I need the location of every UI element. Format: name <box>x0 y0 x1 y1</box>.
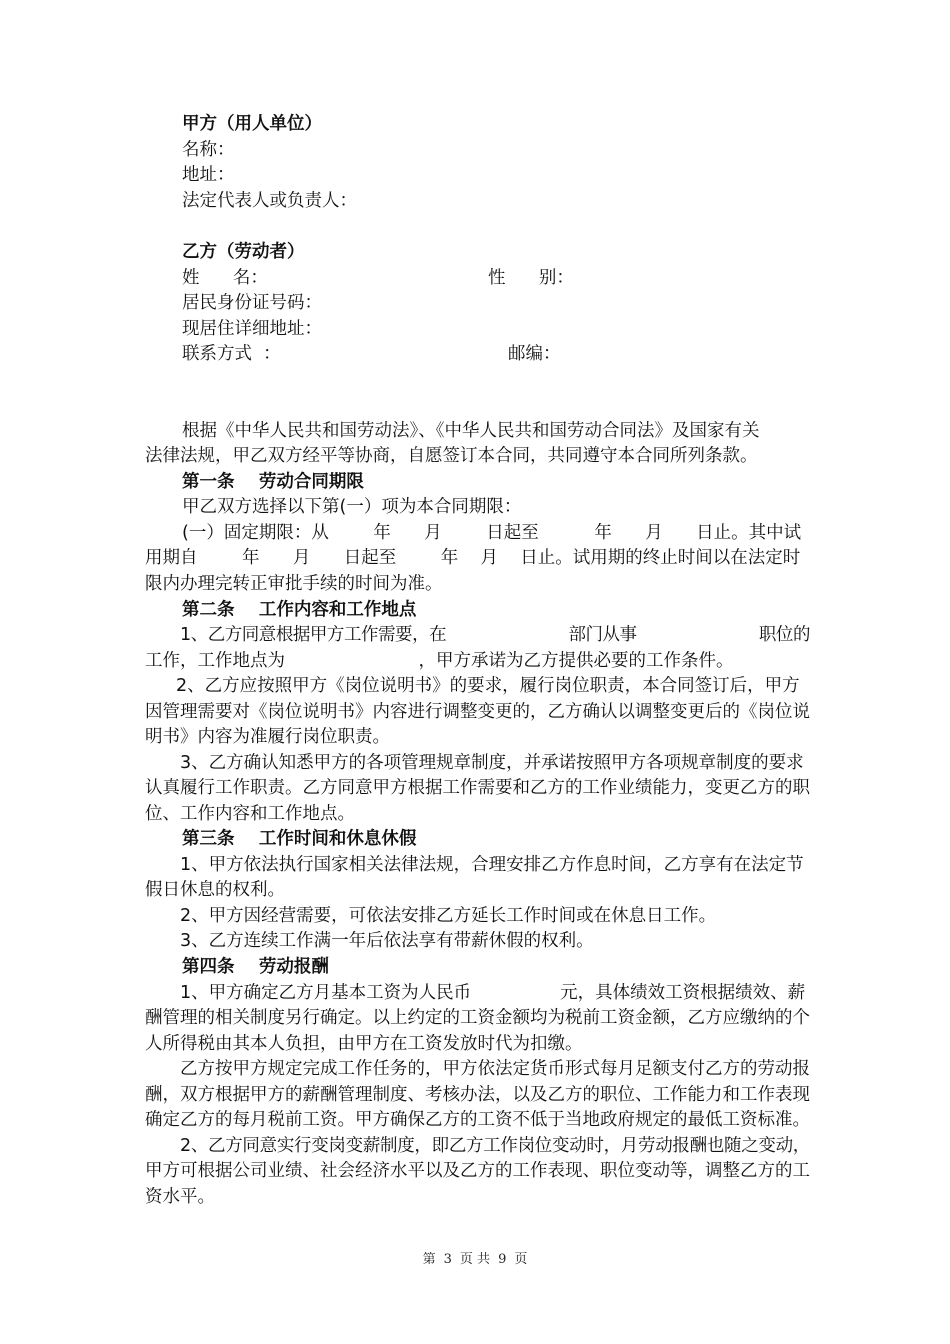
article-2-line: 认真履行工作职责。乙方同意甲方根据工作需要和乙方的工作业绩能力，变更乙方的职 <box>145 778 810 798</box>
article-4-line: 乙方按甲方规定完成工作任务的，甲方依法定货币形式每月足额支付乙方的劳动报 <box>180 1059 810 1079</box>
article-3-title: 第三条 工作时间和休息休假 <box>182 829 417 849</box>
article-4-line: 确定乙方的每月税前工资。甲方确保乙方的工资不低于当地政府规定的最低工资标准。 <box>145 1110 810 1130</box>
party-b-id-label: 居民身份证号码： <box>182 293 322 313</box>
article-4-line: 2、乙方同意实行变岗变薪制度，即乙方工作岗位变动时，月劳动报酬也随之变动， <box>180 1136 810 1156</box>
intro-line-1: 根据《中华人民共和国劳动法》、《中华人民共和国劳动合同法》及国家有关 <box>182 421 760 441</box>
total-pages: 9 <box>498 1252 507 1267</box>
article-2-line: 3、乙方确认知悉甲方的各项管理规章制度，并承诺按照甲方各项规章制度的要求 <box>180 753 804 773</box>
page-mid: 页 共 <box>459 1252 491 1267</box>
article-4-line: 酬管理的相关制度另行确定。以上约定的工资金额均为税前工资金额，乙方应缴纳的个 <box>145 1008 810 1028</box>
party-a-rep-label: 法定代表人或负责人： <box>182 191 357 211</box>
article-4-line: 1、甲方确定乙方月基本工资为人民币 元，具体绩效工资根据绩效、薪 <box>180 983 806 1003</box>
article-3-line: 3、乙方连续工作满一年后依法享有带薪休假的权利。 <box>180 931 594 951</box>
party-b-postcode-label: 邮编： <box>508 344 561 364</box>
article-1-line: (一）固定期限：从 年 月 日起至 年 月 日止。其中试 <box>182 523 802 543</box>
article-2-line: 因管理需要对《岗位说明书》内容进行调整变更的，乙方确认以调整变更后的《岗位说 <box>145 702 810 722</box>
article-2-line: 2、乙方应按照甲方《岗位说明书》的要求，履行岗位职责，本合同签订后，甲方 <box>176 676 800 696</box>
article-4-line: 甲方可根据公司业绩、社会经济水平以及乙方的工作表现、职位变动等，调整乙方的工 <box>145 1161 810 1181</box>
party-a-name-label: 名称： <box>182 140 235 160</box>
article-1-line: 甲乙双方选择以下第(一）项为本合同期限： <box>182 497 522 517</box>
article-3-line: 假日休息的权利。 <box>145 880 285 900</box>
article-3-line: 1、甲方依法执行国家相关法律法规，合理安排乙方作息时间，乙方享有在法定节 <box>180 855 804 875</box>
article-1-line: 用期自 年 月 日起至 年 月 日止。试用期的终止时间以在法定时 <box>145 548 801 568</box>
article-4-title: 第四条 劳动报酬 <box>182 957 329 977</box>
article-1-title: 第一条 劳动合同期限 <box>182 472 364 492</box>
article-2-line: 位、工作内容和工作地点。 <box>145 804 355 824</box>
party-b-contact-label: 联系方式 ： <box>182 344 281 364</box>
page-footer <box>0 1248 950 1267</box>
page-prefix: 第 <box>422 1252 436 1267</box>
article-4-line: 人所得税由其本人负担，由甲方在工资发放时代为扣缴。 <box>145 1034 583 1054</box>
article-2-line: 1、乙方同意根据甲方工作需要，在 部门从事 职位的 <box>180 625 810 645</box>
article-4-line: 酬，双方根据甲方的薪酬管理制度、考核办法，以及乙方的职位、工作能力和工作表现 <box>145 1085 810 1105</box>
article-2-line: 工作，工作地点为 ，甲方承诺为乙方提供必要的工作条件。 <box>145 651 734 671</box>
article-1-line: 限内办理完转正审批手续的时间为准。 <box>145 574 443 594</box>
party-b-gender-label: 性 别： <box>488 268 574 288</box>
party-b-residence-label: 现居住详细地址： <box>182 319 322 339</box>
article-4-line: 资水平。 <box>145 1187 215 1207</box>
article-3-line: 2、甲方因经营需要，可依法安排乙方延长工作时间或在休息日工作。 <box>180 906 717 926</box>
page-number: 3 <box>443 1252 452 1267</box>
page-suffix: 页 <box>514 1252 528 1267</box>
party-b-name-label: 姓 名： <box>182 268 268 288</box>
article-2-line: 明书》内容为准履行岗位职责。 <box>145 727 390 747</box>
party-b-heading: 乙方（劳动者） <box>182 242 305 262</box>
article-2-title: 第二条 工作内容和工作地点 <box>182 600 417 620</box>
party-a-address-label: 地址： <box>182 165 235 185</box>
party-a-heading: 甲方（用人单位） <box>182 114 322 134</box>
intro-line-2: 法律法规，甲乙双方经平等协商，自愿签订本合同，共同遵守本合同所列条款。 <box>145 446 758 466</box>
